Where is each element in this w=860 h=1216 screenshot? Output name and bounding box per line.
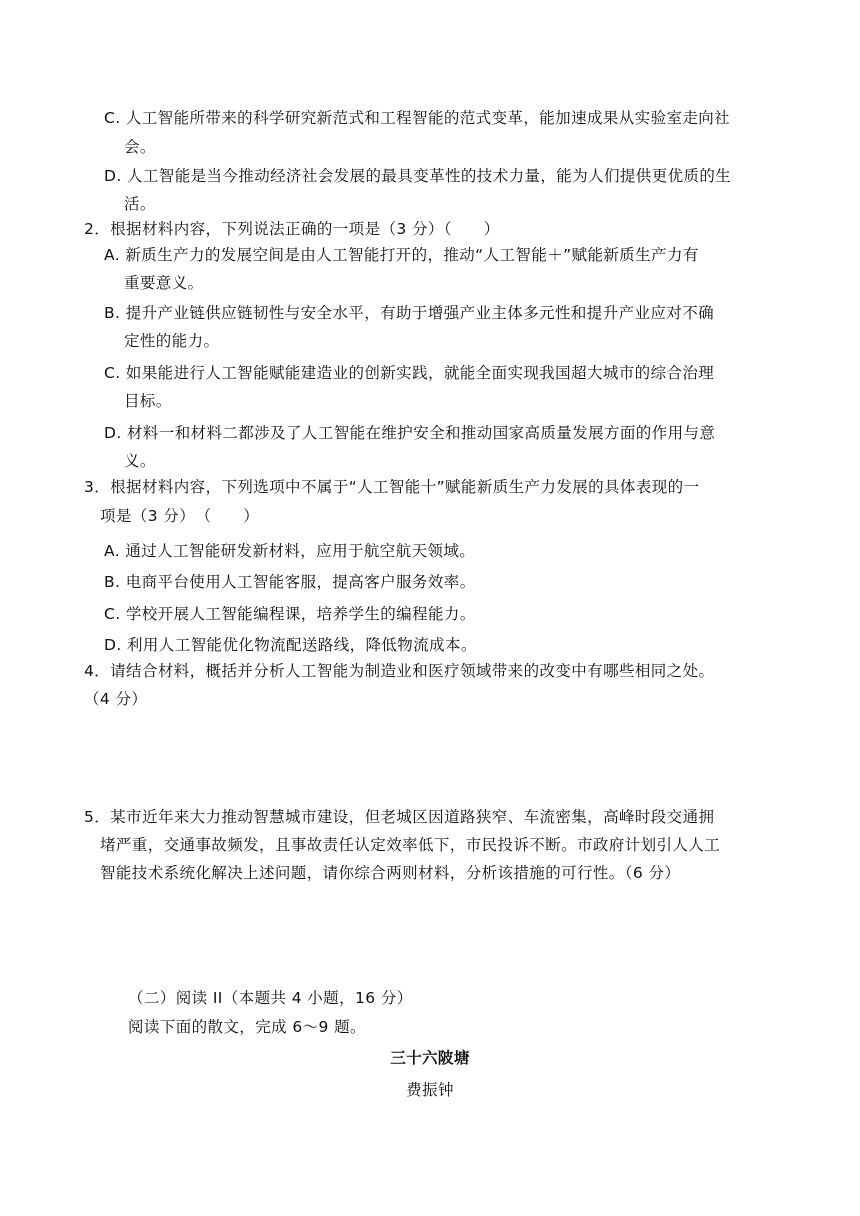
question-5-cont-1: 堵严重，交通事故频发，且事故责任认定效率低下，市民投诉不断。市政府计划引人人工 xyxy=(100,836,721,854)
question-3: 3．根据材料内容，下列选项中不属于“人工智能十”赋能新质生产力发展的具体表现的一 xyxy=(84,478,700,496)
article-author: 费振钟 xyxy=(406,1081,454,1099)
section-heading: （二）阅读 II（本题共 4 小题，16 分） xyxy=(128,989,413,1007)
q2-option-c: C. 如果能进行人工智能赋能建造业的创新实践，就能全面实现我国超大城市的综合治理 xyxy=(104,364,715,382)
q2-option-d-cont: 义。 xyxy=(124,452,156,470)
q2-option-a: A. 新质生产力的发展空间是由人工智能打开的，推动“人工智能＋”赋能新质生产力有 xyxy=(104,246,699,264)
reading-instruction: 阅读下面的散文，完成 6～9 题。 xyxy=(128,1018,366,1036)
question-5-cont-2: 智能技术系统化解决上述问题，请你综合两则材料，分析该措施的可行性。（6 分） xyxy=(100,864,681,882)
q2-option-c-cont: 目标。 xyxy=(124,392,172,410)
question-3-cont: 项是（3 分） （ ） xyxy=(100,507,260,525)
q3-option-b: B. 电商平台使用人工智能客服，提高客户服务效率。 xyxy=(104,573,476,591)
q1-option-c: C. 人工智能所带来的科学研究新范式和工程智能的范式变革，能加速成果从实验室走向社 xyxy=(104,109,731,127)
q3-option-a: A. 通过人工智能研发新材料，应用于航空航天领域。 xyxy=(104,542,476,560)
question-5: 5．某市近年来大力推动智慧城市建设，但老城区因道路狭窄、车流密集，高峰时段交通拥 xyxy=(84,808,715,826)
article-title: 三十六陂塘 xyxy=(390,1049,470,1067)
q2-option-d: D. 材料一和材料二都涉及了人工智能在维护安全和推动国家高质量发展方面的作用与意 xyxy=(104,424,716,442)
question-4-cont: （4 分） xyxy=(84,690,148,708)
question-2: 2．根据材料内容，下列说法正确的一项是（3 分）（ ） xyxy=(84,220,500,238)
q1-option-d-cont: 活。 xyxy=(124,195,156,213)
q1-option-c-cont: 会。 xyxy=(124,138,156,156)
q3-option-d: D. 利用人工智能优化物流配送路线，降低物流成本。 xyxy=(104,636,477,654)
question-4: 4．请结合材料，概括并分析人工智能为制造业和医疗领域带来的改变中有哪些相同之处。 xyxy=(84,662,715,680)
q2-option-b: B. 提升产业链供应链韧性与安全水平，有助于增强产业主体多元性和提升产业应对不确 xyxy=(104,304,714,322)
q2-option-b-cont: 定性的能力。 xyxy=(124,332,220,350)
q3-option-c: C. 学校开展人工智能编程课，培养学生的编程能力。 xyxy=(104,605,476,623)
q1-option-d: D. 人工智能是当今推动经济社会发展的最具变革性的技术力量，能为人们提供更优质的生 xyxy=(104,167,732,185)
q2-option-a-cont: 重要意义。 xyxy=(124,274,204,292)
